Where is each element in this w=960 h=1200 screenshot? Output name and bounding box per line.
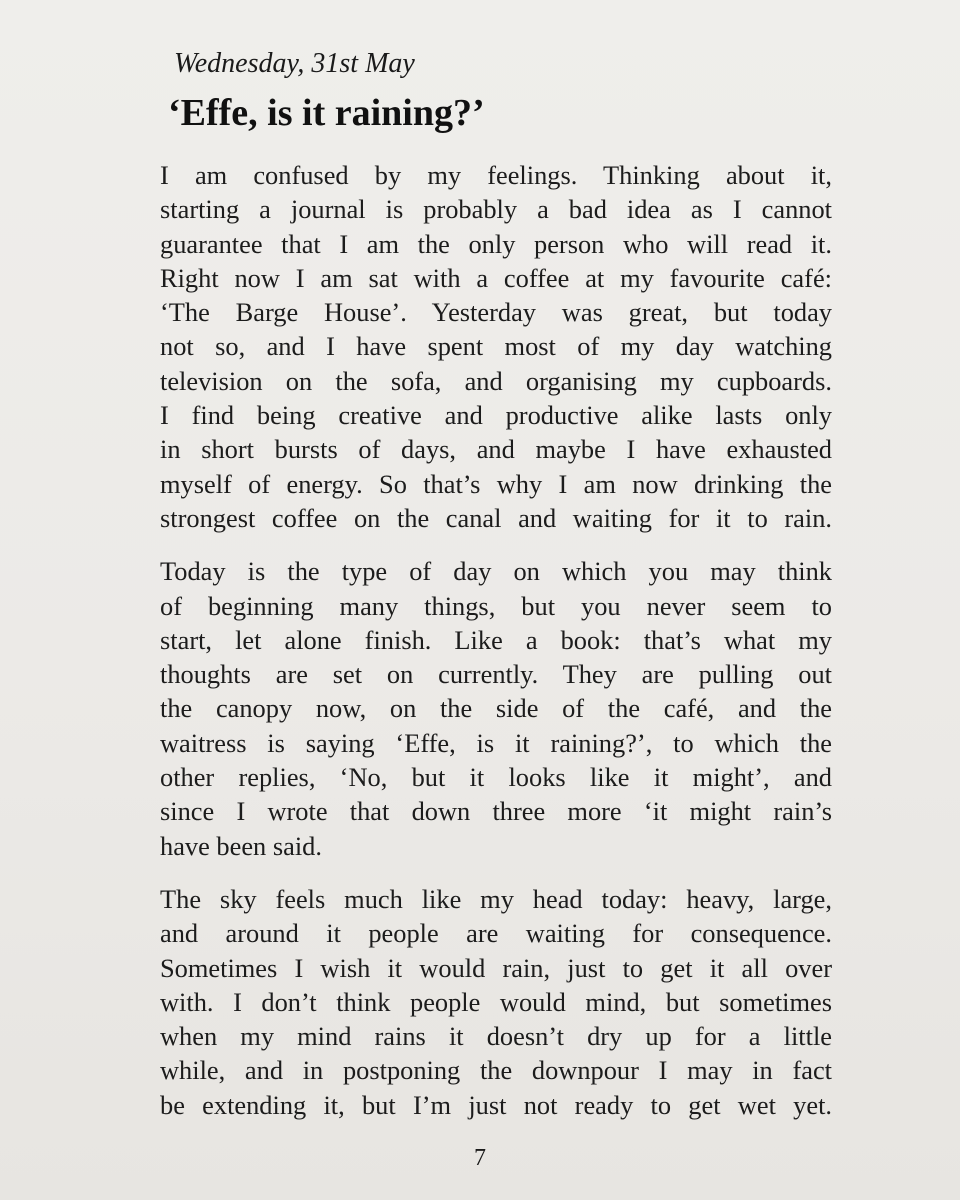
paragraph-1 xyxy=(160,158,832,535)
text-line: start, let alone finish. Like a book: that’s what my xyxy=(160,624,832,655)
text-line: in short bursts of days, and maybe I have exhausted xyxy=(160,434,832,465)
page-number: 7 xyxy=(474,1145,486,1171)
entry-title: ‘Effe, is it raining?’ xyxy=(168,92,485,134)
text-line: I am confused by my feelings. Thinking about it, xyxy=(160,160,832,190)
text-line: since I wrote that down three more ‘it might rain’s xyxy=(160,796,832,827)
text-line: thoughts are set on currently. They are pulling out xyxy=(160,659,832,690)
text-line: when my mind rains it doesn’t dry up for a little xyxy=(160,1021,832,1052)
text-line: strongest coffee on the canal and waiting for it to rain. xyxy=(160,502,832,533)
text-line: be extending it, but I’m just not ready to get wet yet. xyxy=(160,1089,832,1120)
text-line: with. I don’t think people would mind, but sometimes xyxy=(160,986,832,1017)
text-line: myself of energy. So that’s why I am now drinking the xyxy=(160,468,832,499)
text-line: waitress is saying ‘Effe, is it raining?’, to which the xyxy=(160,727,832,758)
paragraph-3 xyxy=(160,882,832,1122)
text-line: not so, and I have spent most of my day watching xyxy=(160,331,832,362)
text-line: Right now I am sat with a coffee at my favourite café: xyxy=(160,262,832,293)
text-line: television on the sofa, and organising my cupboards. xyxy=(160,365,832,396)
text-line: and around it people are waiting for consequence. xyxy=(160,918,832,949)
page-content xyxy=(160,44,832,1122)
paragraph-2 xyxy=(160,554,832,863)
text-line: starting a journal is probably a bad idea as I cannot xyxy=(160,194,832,225)
text-line: The sky feels much like my head today: heavy, large, xyxy=(160,883,832,914)
body-text xyxy=(160,158,832,1122)
text-line: Sometimes I wish it would rain, just to get it all over xyxy=(160,952,832,983)
entry-date: Wednesday, 31st May xyxy=(174,48,415,79)
text-line: I find being creative and productive alike lasts only xyxy=(160,400,832,431)
text-line: Today is the type of day on which you may think xyxy=(160,556,832,587)
text-line: while, and in postponing the downpour I may in fact xyxy=(160,1055,832,1086)
text-line: guarantee that I am the only person who will read it. xyxy=(160,228,832,259)
text-line: other replies, ‘No, but it looks like it might’, and xyxy=(160,762,832,793)
text-line: have been said. xyxy=(160,830,322,861)
text-line: of beginning many things, but you never seem to xyxy=(160,590,832,621)
text-line: the canopy now, on the side of the café, and the xyxy=(160,693,832,724)
text-line: ‘The Barge House’. Yesterday was great, but today xyxy=(160,297,832,328)
